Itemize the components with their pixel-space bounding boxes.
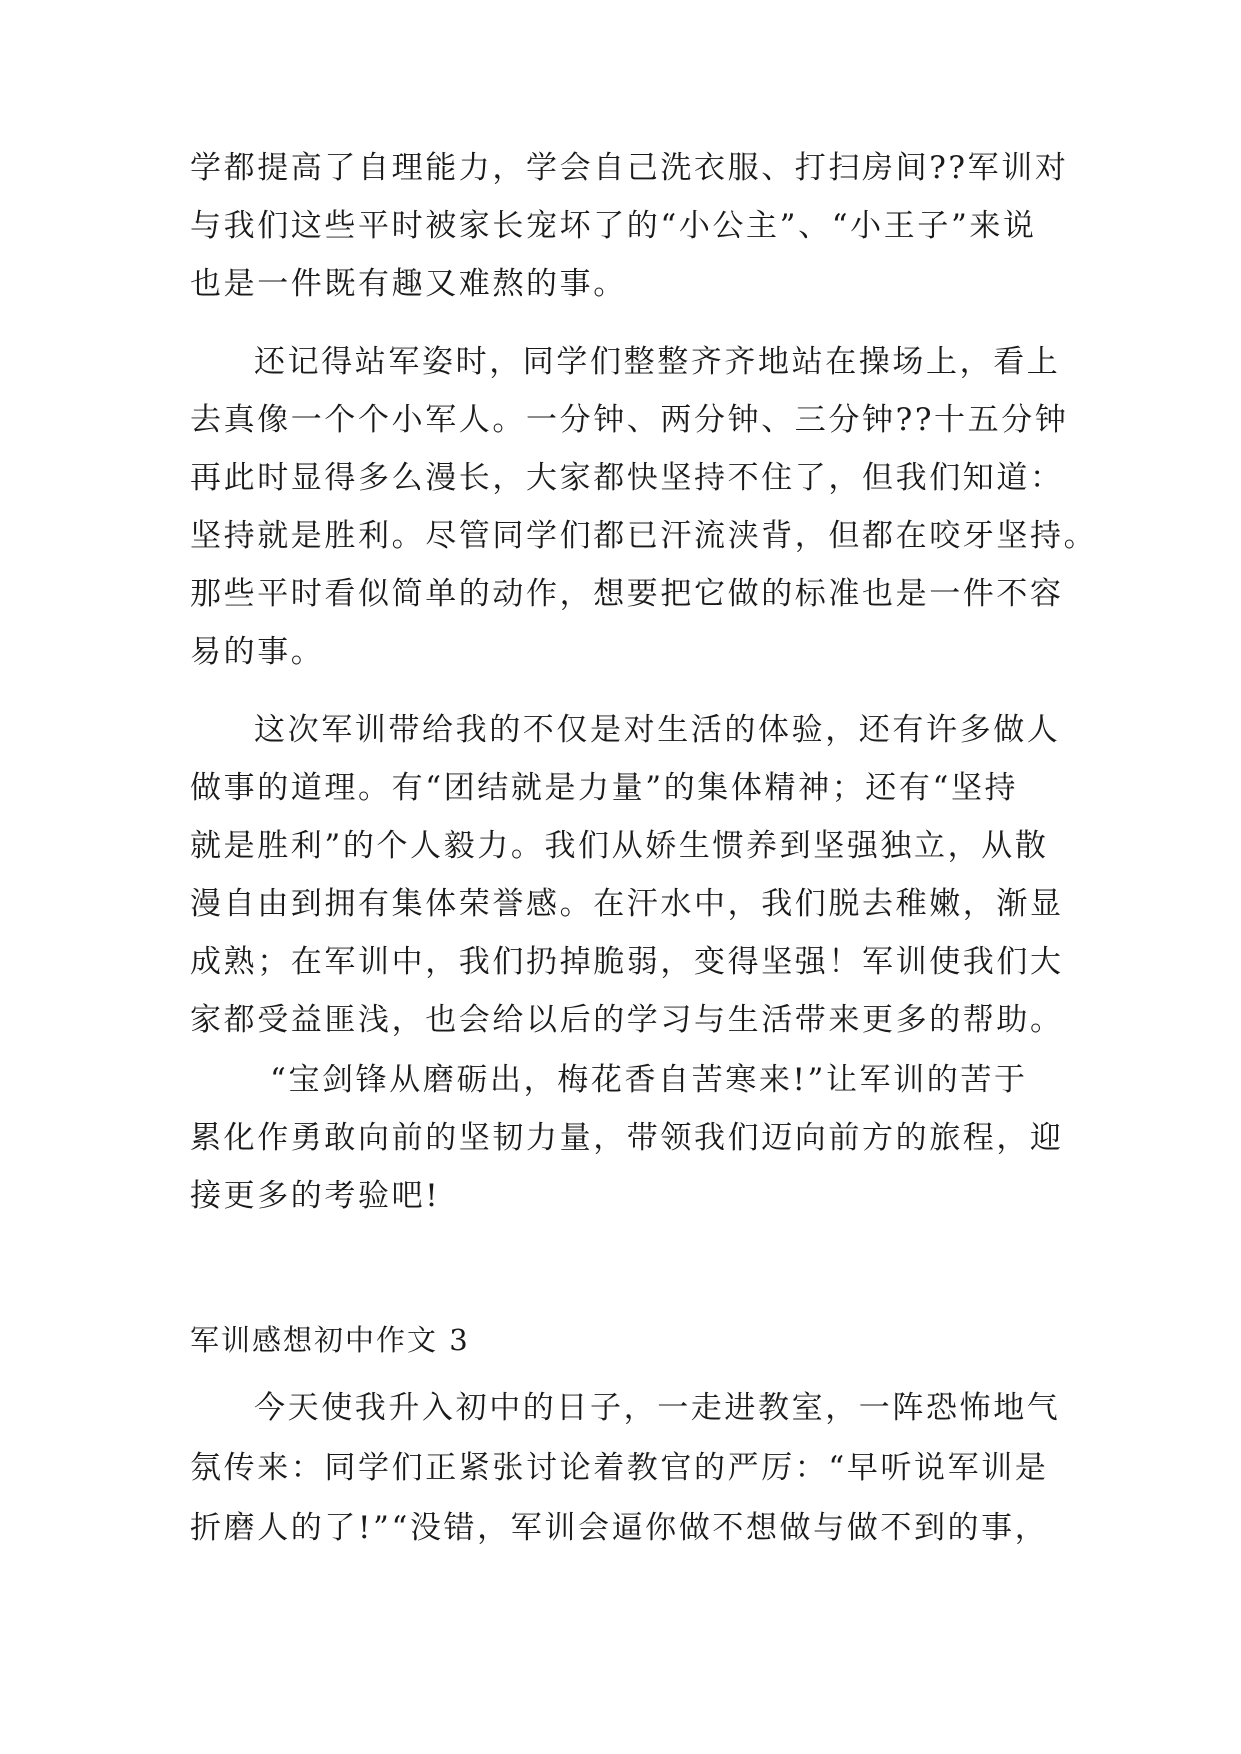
paragraph-first-line: 今天使我升入初中的日子，一走进教室，一阵恐怖地气 — [254, 1390, 1061, 1426]
text-line: 成熟；在军训中，我们扔掉脆弱，变得坚强！军训使我们大 — [190, 944, 1064, 980]
paragraph-first-line: “宝剑锋从磨砺出，梅花香自苦寒来!”让军训的苦于 — [270, 1062, 1028, 1098]
text-line: 折磨人的了!”“没错，军训会逼你做不想做与做不到的事， — [190, 1510, 1049, 1546]
text-line: 累化作勇敢向前的坚韧力量，带领我们迈向前方的旅程，迎 — [190, 1120, 1064, 1156]
text-line: 坚持就是胜利。尽管同学们都已汗流浃背，但都在咬牙坚持。 — [190, 518, 1098, 554]
text-line: 也是一件既有趣又难熬的事。 — [190, 266, 627, 302]
text-line: 去真像一个个小军人。一分钟、两分钟、三分钟??十五分钟 — [190, 402, 1069, 438]
section-heading: 军训感想初中作文 3 — [190, 1323, 470, 1357]
text-line: 再此时显得多么漫长，大家都快坚持不住了，但我们知道： — [190, 460, 1064, 496]
text-line: 易的事。 — [190, 634, 325, 670]
text-line: 漫自由到拥有集体荣誉感。在汗水中，我们脱去稚嫩，渐显 — [190, 886, 1064, 922]
text-line: 与我们这些平时被家长宠坏了的“小公主”、“小王子”来说 — [190, 208, 1037, 244]
text-line: 接更多的考验吧! — [190, 1178, 441, 1214]
text-line: 学都提高了自理能力，学会自己洗衣服、打扫房间??军训对 — [190, 150, 1069, 186]
text-line: 家都受益匪浅，也会给以后的学习与生活带来更多的帮助。 — [190, 1002, 1064, 1038]
paragraph-first-line: 这次军训带给我的不仅是对生活的体验，还有许多做人 — [254, 712, 1061, 748]
text-line: 就是胜利”的个人毅力。我们从娇生惯养到坚强独立，从散 — [190, 828, 1049, 864]
text-line: 氛传来：同学们正紧张讨论着教官的严厉：“早听说军训是 — [190, 1450, 1049, 1486]
paragraph-first-line: 还记得站军姿时，同学们整整齐齐地站在操场上，看上 — [254, 344, 1061, 380]
text-line: 做事的道理。有“团结就是力量”的集体精神；还有“坚持 — [190, 770, 1019, 806]
text-line: 那些平时看似简单的动作，想要把它做的标准也是一件不容 — [190, 576, 1064, 612]
